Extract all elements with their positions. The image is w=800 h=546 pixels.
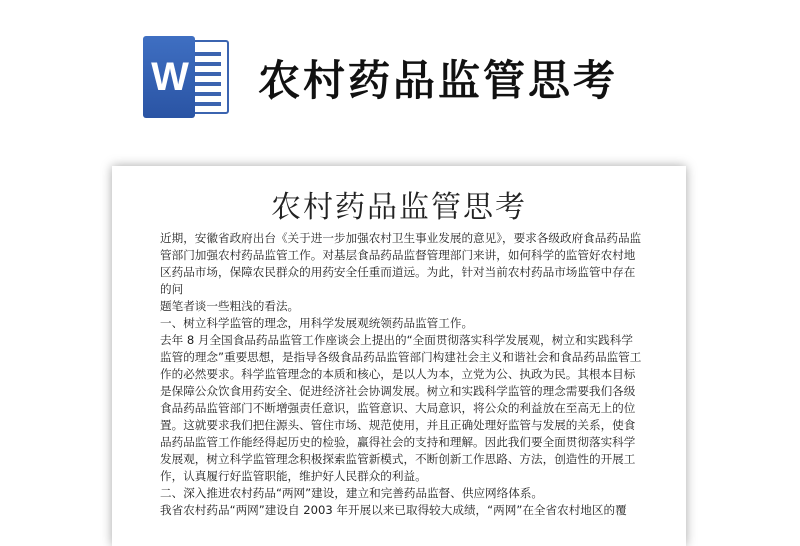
paragraph: 一、树立科学监管的理念，用科学发展观统领药品监管工作。 — [160, 316, 474, 330]
word-icon — [143, 36, 231, 118]
paragraph: 近期，安徽省政府出台《关于进一步加强农村卫生事业发展的意见》，要求各级政府食品药品监管部门加强农村药品监管工作。对基层食品药品监督管理部门来讲，如何科学的监管好农村地区药品市场，保障农民群众的用药安全任重而道远。为此，针对当前农村药品市场监管中存在的问 — [160, 231, 642, 296]
document-page — [112, 166, 686, 546]
paragraph: 二、深入推进农村药品“两网”建设，建立和完善药品监督、供应网络体系。 — [160, 486, 544, 500]
header-banner — [0, 0, 800, 150]
page-title: 农村药品监管思考 — [258, 56, 619, 105]
paragraph: 题笔者谈一些粗浅的看法。 — [160, 299, 300, 313]
document-body — [160, 230, 644, 519]
word-icon-badge — [143, 36, 195, 118]
paragraph: 我省农村药品“两网”建设自 2003 年开展以来已取得较大成绩，“两网”在全省农村地区的覆 — [160, 503, 627, 517]
word-icon-letter: W — [151, 54, 187, 99]
paragraph: 去年 8 月全国食品药品监管工作座谈会上提出的“全面贯彻落实科学发展观，树立和实践科学监管的理念”重要思想，是指导各级食品药品监管部门构建社会主义和谐社会和食品药品监管工作的必然要求。科学监管理念的本质和核心，是以人为本，立党为公、执政为民。其根本目标是保障公众饮食用药安全、促进经济社会协调发展。树立和实践科学监管的理念需要我们各级食品药品监管部门不断增强责任意识，监管意识、大局意识，将公众的利益放在至高无上的位置。这就要求我们把住源头、管住市场、规范使用，并且正确处理好监管与发展的关系，使食品药品监管工作能经得起历史的检验，赢得社会的支持和理解。因此我们要全面贯彻落实科学发展观，树立科学监管理念积极探索监管新模式，不断创新工作思路、方法，创造性的开展工作，认真履行好监管职能，维护好人民群众的利益。 — [160, 333, 642, 483]
document-title: 农村药品监管思考 — [271, 190, 527, 225]
